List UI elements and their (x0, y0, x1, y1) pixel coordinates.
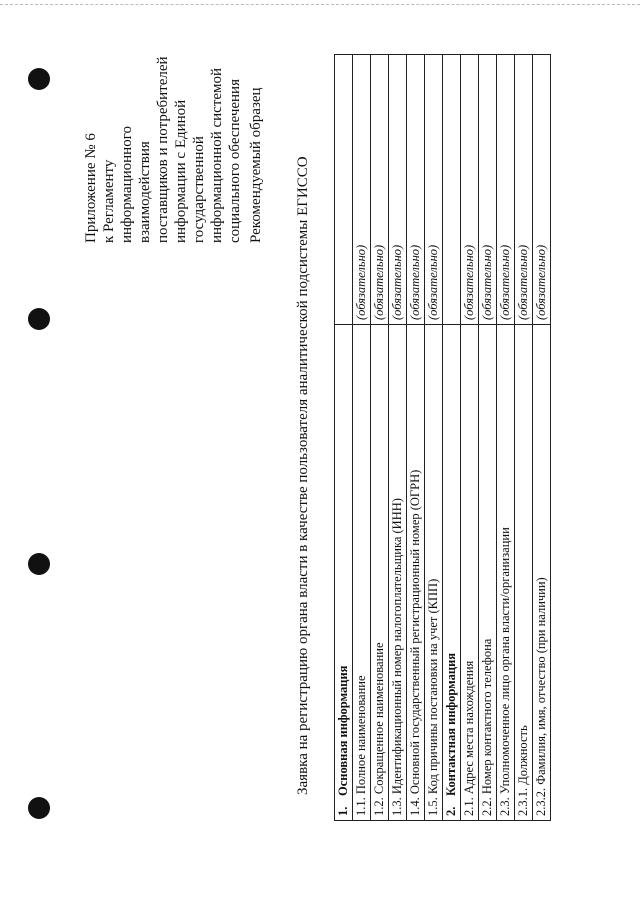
appendix-line: информационного (119, 126, 135, 243)
appendix-line: поставщиков и потребителей (155, 56, 171, 243)
appendix-line: государственной (191, 136, 207, 243)
row-label: 2.3. Уполномоченное лицо органа власти/организации (497, 325, 515, 821)
appendix-line: информации с Единой (173, 99, 189, 243)
row-label: 1.5. Код причины постановки на учет (КПП) (425, 325, 443, 821)
table-row (479, 55, 497, 821)
form-title: Заявка на регистрацию органа власти в качестве пользователя аналитической подсистемы ЕГИССО (295, 156, 311, 795)
recommended-label: Рекомендуемый образец (248, 87, 264, 243)
row-value (335, 55, 353, 325)
table-row (497, 55, 515, 821)
row-value: (обязательно) (389, 55, 407, 325)
table-row (389, 55, 407, 821)
row-value: (обязательно) (497, 55, 515, 325)
appendix-line: информационной системой (209, 67, 225, 243)
row-label: 1.3. Идентификационный номер налогоплательщика (ИНН) (389, 325, 407, 821)
row-value: (обязательно) (461, 55, 479, 325)
table-row (461, 55, 479, 821)
appendix-header (82, 53, 244, 243)
row-value: (обязательно) (515, 55, 533, 325)
row-value: (обязательно) (371, 55, 389, 325)
table-row (371, 55, 389, 821)
row-label: 2.2. Номер контактного телефона (479, 325, 497, 821)
table-row (407, 55, 425, 821)
appendix-line: к Регламенту (101, 159, 117, 243)
row-value (443, 55, 461, 325)
table-row (533, 55, 551, 821)
appendix-line: Приложение № 6 (83, 133, 99, 243)
row-label: 2.3.1. Должность (515, 325, 533, 821)
row-label: 1.1. Полное наименование (353, 325, 371, 821)
row-value: (обязательно) (353, 55, 371, 325)
row-value: (обязательно) (479, 55, 497, 325)
row-label: 1.4. Основной государственный регистрационный номер (ОГРН) (407, 325, 425, 821)
table-row (443, 55, 461, 821)
table-row (515, 55, 533, 821)
row-label: 2.Контактная информация (443, 325, 461, 821)
row-label: 2.1. Адрес места нахождения (461, 325, 479, 821)
row-value: (обязательно) (533, 55, 551, 325)
row-label: 1.Основная информация (335, 325, 353, 821)
appendix-line: социального обеспечения (227, 79, 243, 243)
registration-table (334, 54, 551, 821)
row-label: 2.3.2. Фамилия, имя, отчество (при наличии) (533, 325, 551, 821)
table-row (353, 55, 371, 821)
row-label: 1.2. Сокращенное наименование (371, 325, 389, 821)
row-value: (обязательно) (425, 55, 443, 325)
appendix-line: взаимодействия (137, 141, 153, 243)
table-row (335, 55, 353, 821)
table-row (425, 55, 443, 821)
row-value: (обязательно) (407, 55, 425, 325)
